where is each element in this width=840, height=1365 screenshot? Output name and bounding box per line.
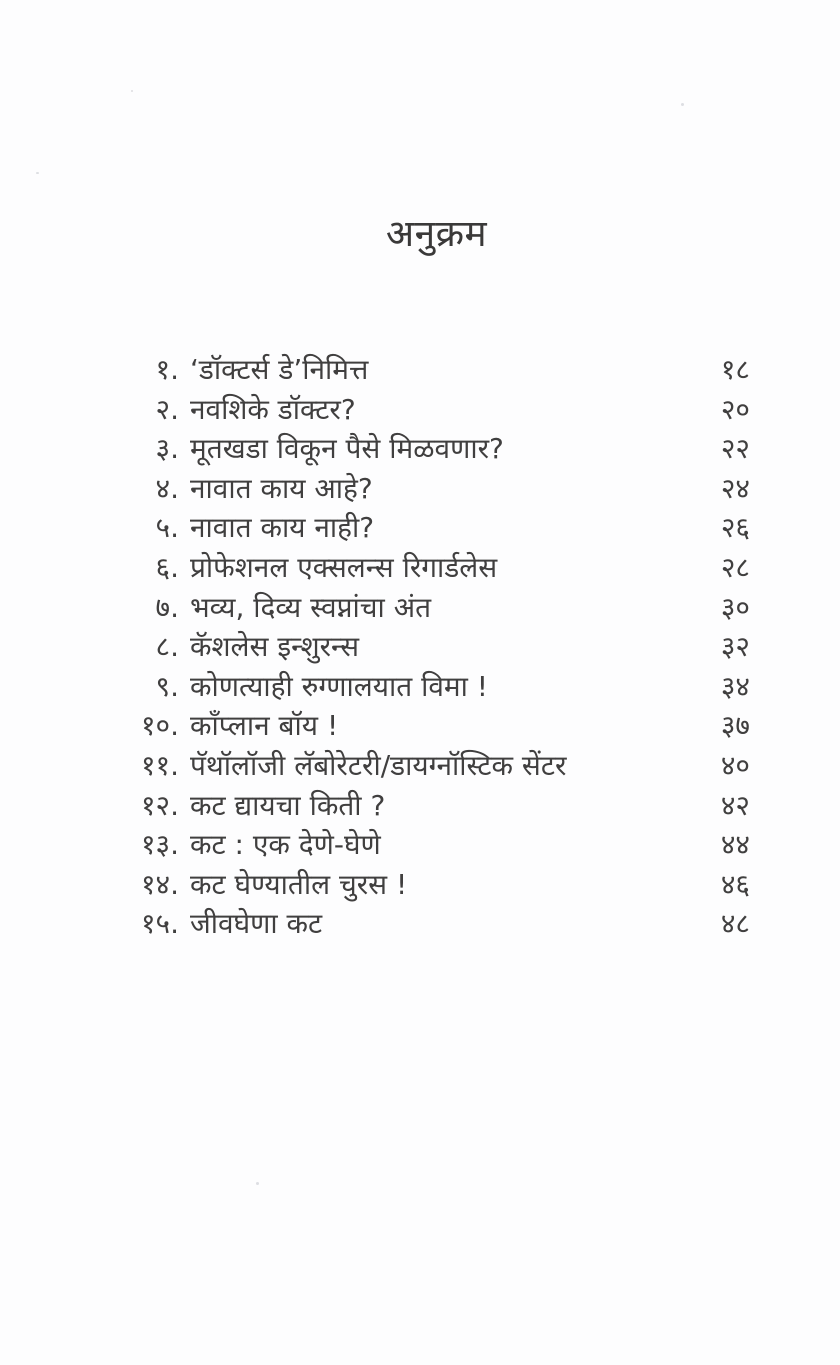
chapter-title: भव्य, दिव्य स्वप्नांचा अंत <box>190 590 432 624</box>
chapter-number: १४. <box>140 867 179 901</box>
chapter-title: कट घेण्यातील चुरस ! <box>190 867 408 901</box>
chapter-title: कॅशलेस इन्शुरन्स <box>190 630 360 664</box>
toc-entry <box>123 706 750 746</box>
chapter-number: ११. <box>140 748 179 782</box>
chapter-title: प्रोफेशनल एक्सलन्स रिगार्डलेस <box>190 550 498 584</box>
chapter-number: ८. <box>155 630 179 664</box>
chapter-number: १५. <box>140 907 179 941</box>
toc-entry <box>123 588 750 628</box>
toc-entry <box>123 390 750 430</box>
chapter-page-number: ४२ <box>720 788 750 822</box>
toc-entry <box>123 786 750 826</box>
chapter-page-number: ३४ <box>720 669 750 703</box>
chapter-title: नावात काय आहे? <box>190 471 373 505</box>
toc-entry <box>123 429 750 469</box>
chapter-title: नवशिके डॉक्टर? <box>190 392 356 426</box>
chapter-number: ६. <box>155 550 179 584</box>
chapter-title: कट द्यायचा किती ? <box>190 788 386 822</box>
toc-entry <box>123 825 750 865</box>
chapter-page-number: ३२ <box>720 630 750 664</box>
table-of-contents <box>123 350 750 944</box>
chapter-number: ३. <box>155 432 179 466</box>
scan-speck <box>681 103 684 106</box>
chapter-page-number: २२ <box>720 432 750 466</box>
chapter-page-number: ४६ <box>720 867 750 901</box>
chapter-page-number: ४४ <box>720 828 750 862</box>
chapter-page-number: ४० <box>720 748 750 782</box>
chapter-title: कट : एक देणे-घेणे <box>190 828 381 862</box>
chapter-number: ९. <box>155 669 179 703</box>
chapter-title: कोणत्याही रुग्णालयात विमा ! <box>190 669 489 703</box>
chapter-page-number: ४८ <box>720 907 750 941</box>
scan-speck <box>131 90 133 92</box>
chapter-number: १३. <box>140 828 179 862</box>
chapter-number: १०. <box>140 709 179 743</box>
chapter-number: ७. <box>155 590 179 624</box>
chapter-number: ४. <box>155 471 179 505</box>
toc-entry <box>123 548 750 588</box>
chapter-title: नावात काय नाही? <box>190 511 375 545</box>
toc-entry <box>123 865 750 905</box>
chapter-title: जीवघेणा कट <box>190 907 323 941</box>
toc-entry <box>123 627 750 667</box>
chapter-page-number: २० <box>720 392 750 426</box>
scan-speck <box>36 172 39 174</box>
toc-entry <box>123 746 750 786</box>
chapter-title: ‘डॉक्टर्स डे’निमित्त <box>190 353 369 386</box>
chapter-number: १२. <box>140 788 179 822</box>
chapter-number: १. <box>155 353 179 386</box>
chapter-page-number: १८ <box>720 353 750 386</box>
chapter-number: ५. <box>155 511 179 545</box>
chapter-number: २. <box>155 392 179 426</box>
chapter-page-number: २४ <box>720 471 750 505</box>
chapter-title: पॅथॉलॉजी लॅबोरेटरी/डायग्नॉस्टिक सेंटर <box>190 748 567 782</box>
chapter-title: मूतखडा विकून पैसे मिळवणार? <box>190 432 504 466</box>
toc-entry <box>123 508 750 548</box>
chapter-page-number: २६ <box>720 511 750 545</box>
chapter-page-number: २८ <box>720 550 750 584</box>
chapter-page-number: ३० <box>720 590 750 624</box>
chapter-title: काँप्लान बॉय ! <box>190 709 339 743</box>
chapter-page-number: ३७ <box>720 709 750 743</box>
toc-entry <box>123 904 750 944</box>
toc-entry <box>123 667 750 707</box>
toc-entry <box>123 350 750 390</box>
scan-speck <box>256 1182 259 1185</box>
page-title: अनुक्रम <box>385 212 488 255</box>
toc-entry <box>123 469 750 509</box>
